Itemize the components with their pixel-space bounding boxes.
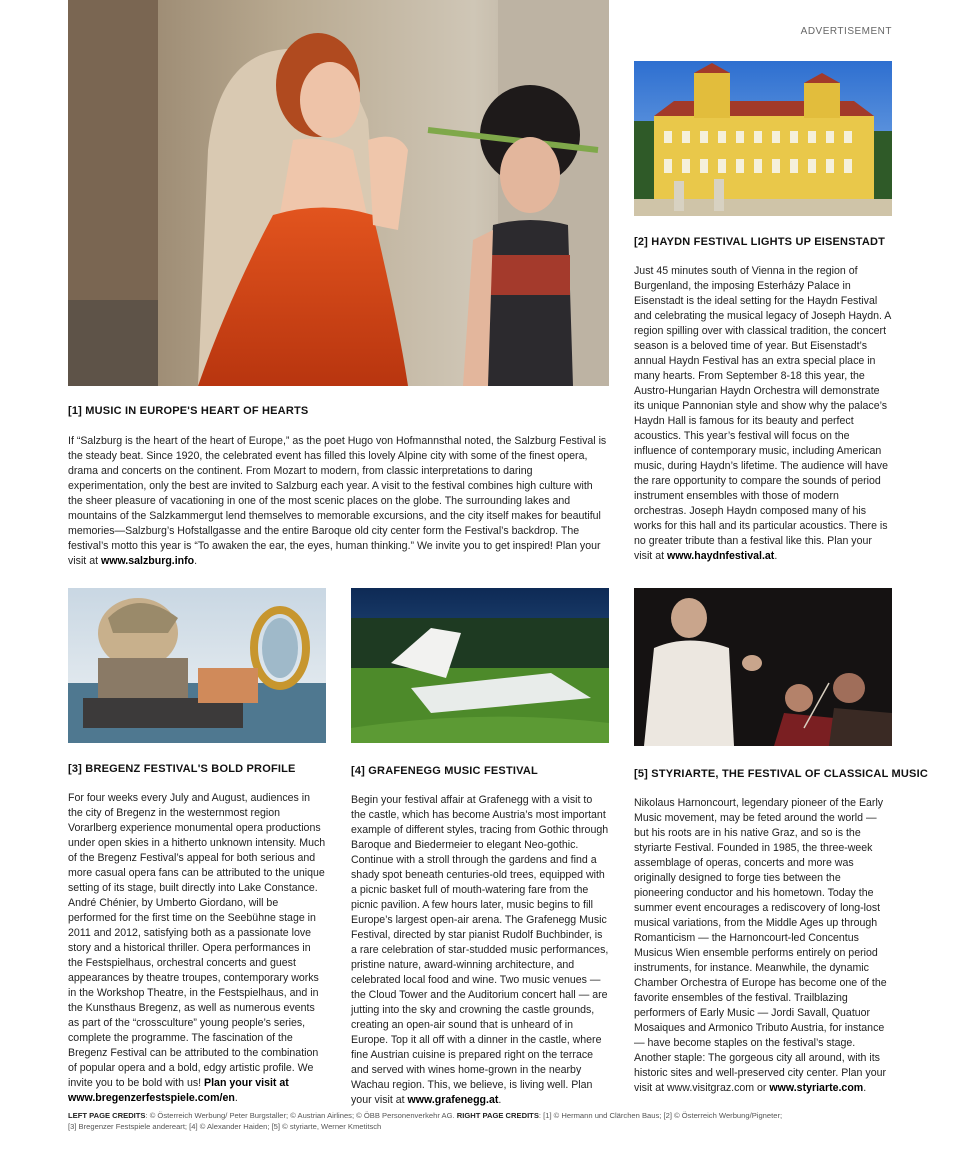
photo-bregenz-stage (68, 588, 326, 743)
article-2-tail: . (774, 550, 778, 562)
article-3-link[interactable]: Plan your visit at www.bregenzerfestspiele.com/en (68, 1077, 289, 1104)
article-5-link[interactable]: www.styriarte.com (769, 1082, 864, 1094)
left-credits-text: : © Österreich Werbung/ Peter Burgstaller; © Austrian Airlines; © ÖBB Personenverkehr AG. (145, 1111, 457, 1120)
article-3-heading: [3] BREGENZ FESTIVAL'S BOLD PROFILE (68, 763, 296, 775)
article-1-text: If “Salzburg is the heart of the heart of Europe,” as the poet Hugo von Hofmannsthal noted, the Salzburg Festival is the steady beat. Since 1920, the celebrated event has filled this lovely Alpine city with some of the finest opera, drama and concerts on the continent. From Mozart to modern, from classic interpretations to daring experimentation, only the best are invited to Salzburg each year. A visit to the festival combines high culture with the sheer pleasure of vacationing in one of the most scenic places on the globe. The surrounding lakes and mountains of the Salzkammergut lend themselves to memorable excursions, and the city itself makes for beautiful memories—Salzburg’s Hofstallgasse and the entire Baroque old city center form the Festival’s backdrop. The festival’s motto this year is “To awaken the ear, the eyes, human thinking.” We invite you to get inspired! Plan your visit at (68, 435, 607, 567)
article-2-heading: [2] HAYDN FESTIVAL LIGHTS UP EISENSTADT (634, 236, 886, 248)
article-1-body (68, 434, 610, 569)
article-5-tail: . (863, 1082, 867, 1094)
article-5-heading: [5] STYRIARTE, THE FESTIVAL OF CLASSICAL MUSIC (634, 768, 928, 780)
right-credits-text: : [1] © Hermann und Clärchen Baus; [2] © Österreich Werbung/Pigneter; (538, 1111, 783, 1120)
photo-esterhazy-palace (634, 61, 892, 216)
article-2-link[interactable]: www.haydnfestival.at (666, 550, 775, 562)
article-4-body (351, 793, 609, 1108)
article-1-tail: . (194, 555, 198, 567)
article-4-link[interactable]: www.grafenegg.at (407, 1094, 499, 1106)
article-3-body (68, 791, 326, 1106)
article-3-tail: . (234, 1092, 238, 1104)
photo-grafenegg-venue (351, 588, 609, 743)
article-5-body (634, 796, 892, 1096)
article-1-heading: [1] MUSIC IN EUROPE'S HEART OF HEARTS (68, 405, 309, 417)
article-1-link[interactable]: www.salzburg.info (100, 555, 195, 567)
article-4-text: Begin your festival affair at Grafenegg with a visit to the castle, which has become Austria’s most important example of different styles, tracing from Gothic through Baroque and Biedermeier to elegant Neo-gothic. Continue with a stroll through the gardens and find a shady spot beneath centuries-old trees, equipped with a picnic basket full of mouth-watering fare from the picnic pavilion. A few hours later, music begins to fill Europe’s largest open-air arena. The Grafenegg Music Festival, directed by star pianist Rudolf Buchbinder, is a rare celebration of star-studded music performances, pristine nature, award-winning architecture, and celebrated local food and wine. Two music venues — the Cloud Tower and the Auditorium concert hall — are jutting into the sky and crowning the castle grounds, creating an open-air sound that is unheard of in Europe. Top it all off with a dinner in the castle, where fine Austrian cuisine is prepared right on the terrace and served with wines home-grown in the nearby Wachau region. This, we believe, is living well. Plan your visit at (351, 794, 609, 1106)
article-2-text: Just 45 minutes south of Vienna in the region of Burgenland, the imposing Esterházy Palace in Eisenstadt is the ideal setting for the Haydn Festival and celebrating the musical legacy of Joseph Haydn. A region spilling over with classical tradition, the concert season is a beloved time of year. But Eisenstadt’s annual Haydn Festival has an extra special place in many hearts. From September 8-18 this year, the Austro-Hungarian Haydn Orchestra will demonstrate its unique Pannonian style and show why the palace’s Haydn Hall is famous for its beauty and perfect acoustics. This year’s festival will focus on the influence of contemporary music, including American music, during Haydn’s lifetime. The audience will have the rare opportunity to compare the sounds of period instrument ensembles with those of modern orchestras. Joseph Haydn composed many of his works for this hall and its particular acoustics. There is no greater tribute than a festival like this. Plan your visit at (634, 265, 891, 562)
article-4-heading: [4] GRAFENEGG MUSIC FESTIVAL (351, 765, 538, 777)
article-2-body (634, 264, 892, 564)
photo-credits (68, 1110, 898, 1132)
credits-line-2: [3] Bregenzer Festspiele andereart; [4] © Alexander Haiden; [5] © styriarte, Werner Kmetitsch (68, 1122, 382, 1131)
right-credits-label: RIGHT PAGE CREDITS (456, 1111, 539, 1120)
article-3-text: For four weeks every July and August, audiences in the city of Bregenz in the westernmost region Vorarlberg experience monumental opera productions under open skies in a hitherto unknown intensity. Much of the Bregenz Festival’s appeal for both serious and more casual opera fans can be attributed to the unique setting of its stage, built directly into Lake Constance. André Chénier, by Umberto Giordano, will be performed for the first time on the Seebühne stage in 2011 and 2012, satisfying both as a passionate love story and a historical thriller. Opera performances in the Festspielhaus, orchestral concerts and guest appearances by theatre troupes, contemporary works in the Workshop Theatre, in the Festspielhaus, and in the Kunsthaus Bregenz, as well as numerous events as part of the “crossculture” young people’s series, complete the programme. The fascination of the Bregenz Festival can be attributed to the combination of popular opera and a bold, edgy artistic profile. We invite you to be bold with us! (68, 792, 326, 1089)
photo-salzburg-opera (68, 0, 609, 386)
photo-styriarte-conductor (634, 588, 892, 746)
article-5-text: Nikolaus Harnoncourt, legendary pioneer of the Early Music movement, may be feted around the world — but his roots are in his native Graz, and so is the styriarte Festival. Founded in 1985, the three-week assemblage of operas, concerts and more was originally designed to forge ties between the pioneering conductor and his hometown. Today the summer event encourages a rediscovery of long-lost musical variations, from the Middle Ages up through Romanticism — the Harnoncourt-led Concentus Musicus Wien ensemble performs entirely on period instruments, for instance. Meanwhile, the dynamic Chamber Orchestra of Europe has become one of the favorite ensembles of the festival. Trailblazing performers of Early Music — Jordi Savall, Quatuor Mosaiques and Armonico Tributo Austria, for instance — have become staples on the festival’s stage. Another staple: The gorgeous city all around, with its historic sites and well-preserved city center. Plan your visit at www.visitgraz.com or (634, 797, 887, 1094)
credits-line-1 (68, 1110, 898, 1121)
left-credits-label: LEFT PAGE CREDITS (68, 1111, 146, 1120)
article-4-tail: . (498, 1094, 502, 1106)
advertisement-label: ADVERTISEMENT (800, 26, 892, 37)
